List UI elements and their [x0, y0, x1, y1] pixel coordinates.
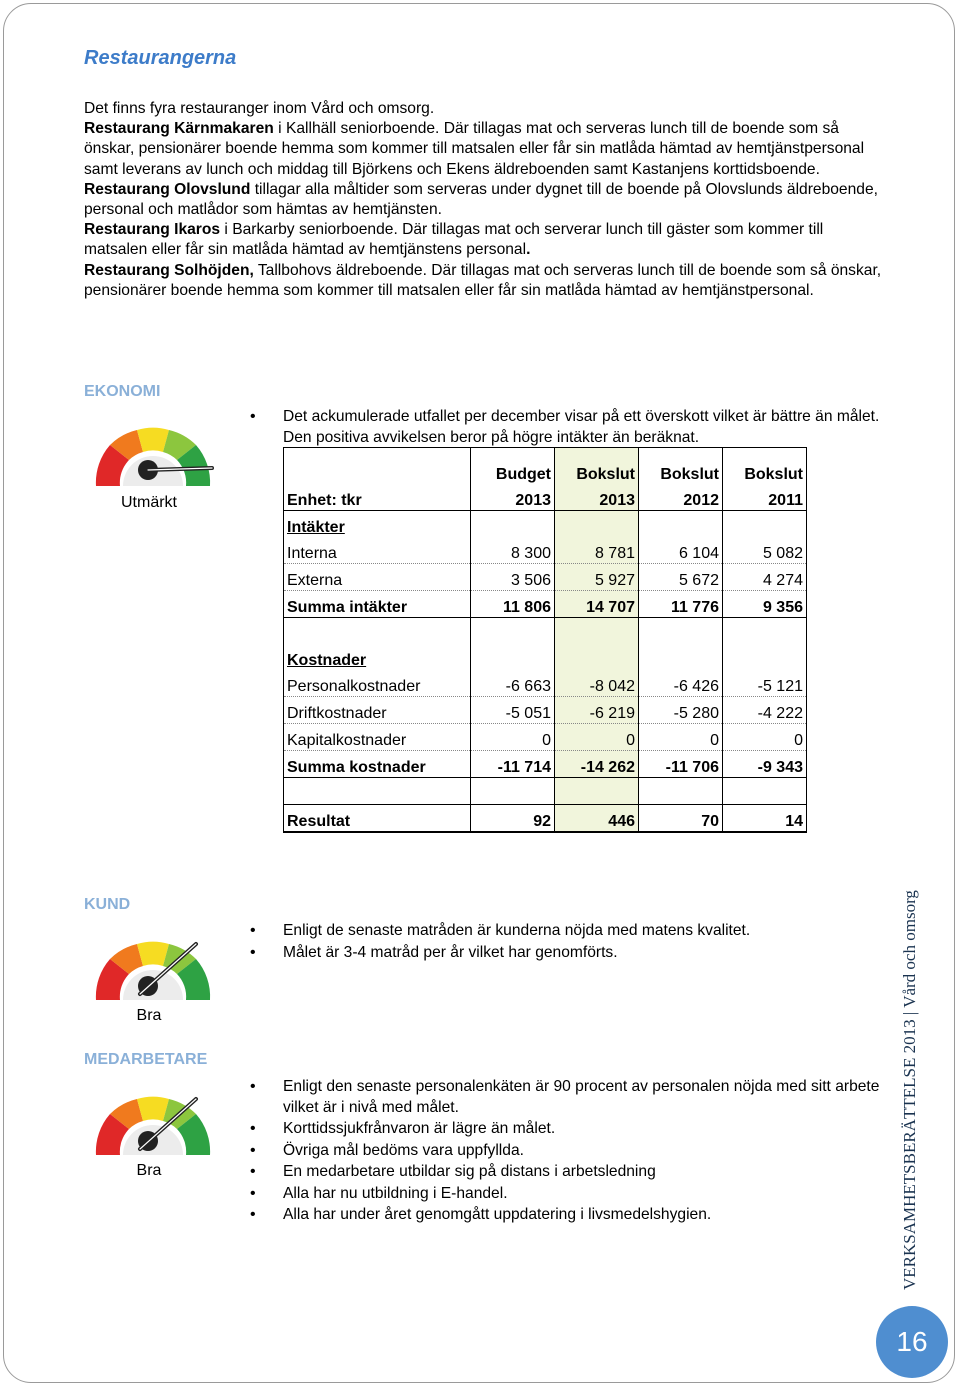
gauge-caption-medarbetare: Bra: [136, 1162, 162, 1179]
intakter-heading-text: Intäkter: [287, 519, 345, 536]
intro-text: [84, 99, 884, 301]
cell-value: -6 663: [471, 670, 555, 697]
unit-label: Enhet: tkr: [284, 484, 471, 511]
intro-p2-text: i Kallhäll seniorboende. Där tillagas mat och serveras lunch till de boende som så önskar, pensionärer boende hemma som kommer till matsalen eller får sin matlåda hämtad av hemtjänstpersonal samt leverans av lunch och middag till Björkens och Ekens äldreboenden samt Kastanjens korttidsboende.: [84, 120, 865, 178]
kostnader-heading-text: Kostnader: [287, 652, 367, 669]
table-row-summa-kostnader: [284, 751, 807, 778]
gauge-good-icon: [90, 926, 216, 1006]
gauge-excellent-icon: [90, 412, 216, 492]
medarbetare-bullet-list: [250, 1077, 890, 1227]
cell-value: 5 672: [639, 564, 723, 591]
cell-value: 5 082: [723, 537, 807, 564]
kostnader-heading: [284, 644, 471, 670]
cell-value: -6 426: [639, 670, 723, 697]
intro-p3-text: tillagar alla måltider som serveras under dygnet till de boende på Olovslunds äldreboende, personal och matlådor som hämtas av hemtjänsten.: [84, 180, 878, 219]
table-row: [284, 564, 807, 591]
gauge-good-icon: [90, 1081, 216, 1161]
gauge-caption-kund: Bra: [136, 1007, 162, 1024]
intro-p5-text: Tallbohovs äldreboende. Där tillagas mat och serveras lunch till de boende som så önskar, pensionärer boende hemma som kommer till matsalen eller får sin matlåda hämtad av hemtjänstpersonal.: [84, 261, 882, 299]
col-header-year: 2011: [723, 484, 807, 511]
cell-value: 0: [471, 724, 555, 751]
section-label-medarbetare: MEDARBETARE: [84, 1051, 208, 1068]
page-number-badge: 16: [876, 1306, 948, 1378]
col-header-year: 2012: [639, 484, 723, 511]
cell-value: 9 356: [723, 591, 807, 618]
cell-value: 8 781: [555, 537, 639, 564]
table-header-row-2: [284, 484, 807, 511]
cell-value: 70: [639, 805, 723, 833]
medarbetare-bullet: • Övriga mål bedöms vara uppfyllda.: [250, 1141, 890, 1162]
kund-bullet-list: [250, 921, 890, 964]
cell-value: -6 219: [555, 697, 639, 724]
row-label: Summa kostnader: [284, 751, 471, 778]
footer-report-title: VERKSAMHETSBERÄTTELSE 2013: [900, 1019, 919, 1290]
cell-value: 11 806: [471, 591, 555, 618]
intro-paragraph-5: [84, 261, 884, 301]
medarbetare-bullet: • Alla har nu utbildning i E-handel.: [250, 1184, 890, 1205]
cell-value: 4 274: [723, 564, 807, 591]
row-label: Summa intäkter: [284, 591, 471, 618]
table-row-spacer: [284, 618, 807, 645]
footer-department: Vård och omsorg: [900, 890, 919, 1008]
intro-paragraph-1: [84, 99, 884, 119]
row-label: Interna: [284, 537, 471, 564]
intakter-heading: [284, 511, 471, 538]
cell-value: 6 104: [639, 537, 723, 564]
cell-value: 0: [639, 724, 723, 751]
table-corner: [284, 448, 471, 485]
cell-value: -4 222: [723, 697, 807, 724]
col-header-year: 2013: [471, 484, 555, 511]
medarbetare-bullet: • Enligt den senaste personalenkäten är 90 procent av personalen nöjda med sitt arbete vilket är i nivå med målet.: [250, 1077, 890, 1118]
cell-value: 3 506: [471, 564, 555, 591]
financial-table: [283, 447, 807, 833]
table-row-kostnader-heading: [284, 644, 807, 670]
restaurant-name-karnmakaren: Restaurang Kärnmakaren: [84, 120, 274, 138]
cell-value: 0: [555, 724, 639, 751]
section-label-ekonomi: EKONOMI: [84, 383, 161, 400]
ekonomi-bullet-list: [250, 407, 890, 449]
restaurant-name-ikaros: Restaurang Ikaros: [84, 221, 221, 239]
cell-value: 14: [723, 805, 807, 833]
table-row: [284, 670, 807, 697]
table-row-intakter-heading: [284, 511, 807, 538]
intro-paragraph-4: [84, 220, 884, 260]
row-label: Personalkostnader: [284, 670, 471, 697]
table-row: [284, 724, 807, 751]
cell-value: -11 706: [639, 751, 723, 778]
col-header-top: Bokslut: [555, 448, 639, 485]
kund-bullet: • Målet är 3-4 matråd per år vilket har genomförts.: [250, 943, 890, 964]
col-header-top: Bokslut: [639, 448, 723, 485]
cell-value: 8 300: [471, 537, 555, 564]
vertical-footer-text: [900, 890, 920, 1290]
cell-value: 5 927: [555, 564, 639, 591]
row-label: Resultat: [284, 805, 471, 833]
ekonomi-bullet: • Det ackumulerade utfallet per december visar på ett överskott vilket är bättre än målet. Den positiva avvikelsen beror på högre intäkter än beräknat.: [250, 407, 890, 448]
table-row-spacer: [284, 778, 807, 805]
intro-paragraph-2: [84, 119, 884, 180]
cell-value: -9 343: [723, 751, 807, 778]
cell-value: -5 121: [723, 670, 807, 697]
restaurant-name-olovslund: Restaurang Olovslund: [84, 180, 251, 198]
table-header-row-1: [284, 448, 807, 485]
col-header-top: Bokslut: [723, 448, 807, 485]
cell-value: -14 262: [555, 751, 639, 778]
cell-value: 92: [471, 805, 555, 833]
cell-value: 446: [555, 805, 639, 833]
table-row-summa-intakter: [284, 591, 807, 618]
cell-value: -8 042: [555, 670, 639, 697]
col-header-top: Budget: [471, 448, 555, 485]
medarbetare-bullet: • En medarbetare utbildar sig på distans i arbetsledning: [250, 1162, 890, 1183]
cell-value: 0: [723, 724, 807, 751]
restaurant-name-solhojden: Restaurang Solhöjden,: [84, 261, 254, 279]
row-label: Kapitalkostnader: [284, 724, 471, 751]
gauge-caption-ekonomi: Utmärkt: [121, 494, 177, 511]
cell-value: -5 051: [471, 697, 555, 724]
table-row-resultat: [284, 805, 807, 833]
page-title: Restaurangerna: [84, 47, 237, 69]
kund-bullet: • Enligt de senaste matråden är kunderna nöjda med matens kvalitet.: [250, 921, 890, 942]
footer-separator: |: [900, 1011, 919, 1016]
medarbetare-bullet: • Alla har under året genomgått uppdatering i livsmedelshygien.: [250, 1205, 890, 1226]
intro-p1-text: Det finns fyra restauranger inom Vård och omsorg.: [84, 100, 435, 117]
col-header-year: 2013: [555, 484, 639, 511]
cell-value: 11 776: [639, 591, 723, 618]
table-row: [284, 537, 807, 564]
medarbetare-bullet: • Korttidssjukfrånvaron är lägre än målet.: [250, 1119, 890, 1140]
cell-value: 14 707: [555, 591, 639, 618]
intro-p4-text: i Barkarby seniorboende. Där tillagas mat och serverar lunch till gäster som kommer till matsalen eller får sin matlåda hämtad av hemtjänstens personal: [84, 221, 824, 259]
row-label: Externa: [284, 564, 471, 591]
section-label-kund: KUND: [84, 896, 131, 913]
cell-value: -5 280: [639, 697, 723, 724]
intro-paragraph-3: [84, 180, 884, 220]
row-label: Driftkostnader: [284, 697, 471, 724]
cell-value: -11 714: [471, 751, 555, 778]
intro-p4-end: .: [526, 241, 531, 259]
table-row: [284, 697, 807, 724]
